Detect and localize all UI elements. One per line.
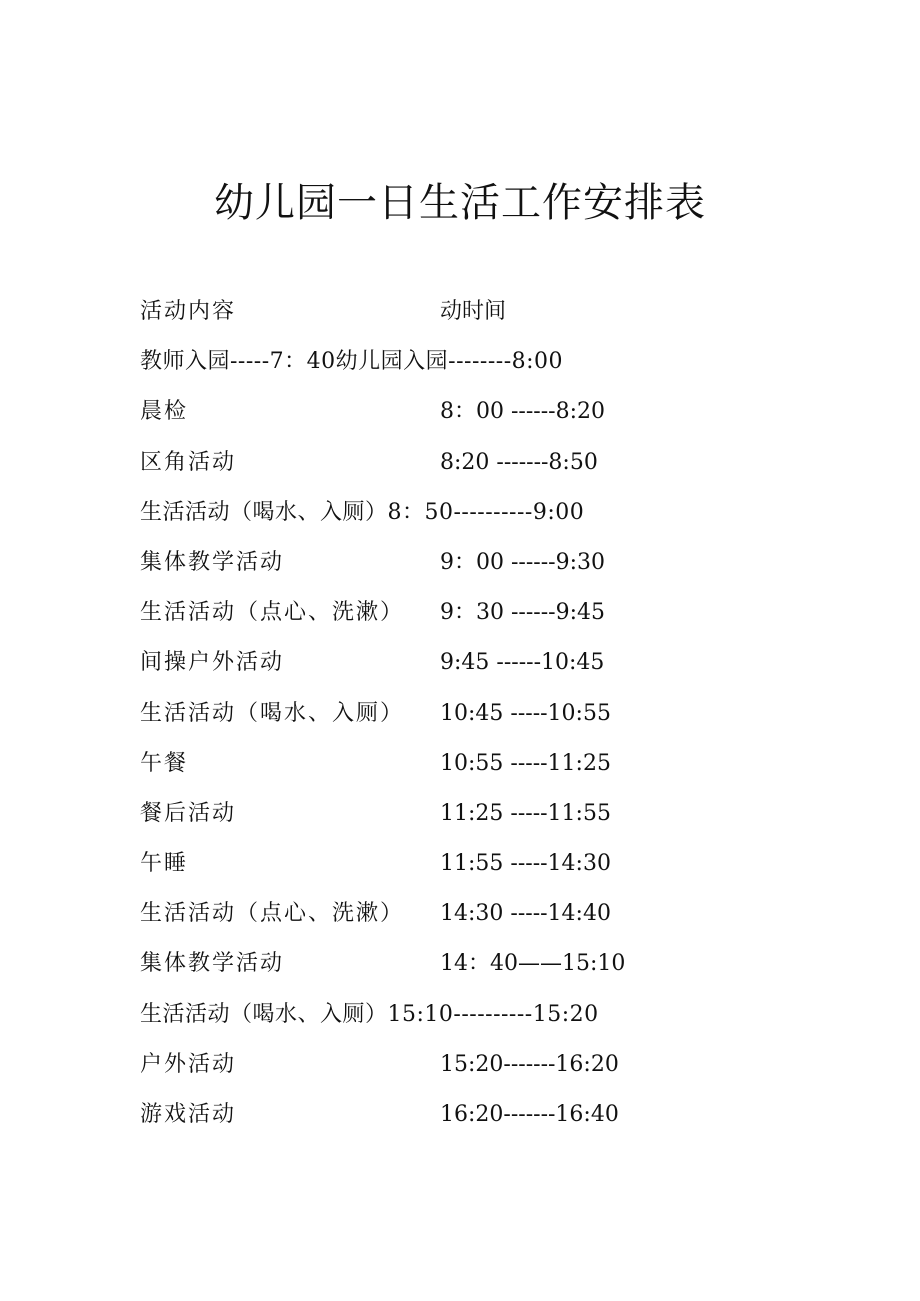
activity-time: 9：00 ------9:30 xyxy=(440,549,605,575)
activity-time: 11:25 -----11:55 xyxy=(440,800,611,826)
activity-name: 午餐 xyxy=(140,750,189,776)
activity-name: 生活活动（点心、洗漱） xyxy=(140,600,405,626)
activity-name: 集体教学活动 xyxy=(140,549,285,575)
page-title: 幼儿园一日生活工作安排表 xyxy=(214,180,706,226)
schedule-row xyxy=(140,496,820,546)
schedule-row xyxy=(140,747,820,797)
activity-time: 14:30 -----14:40 xyxy=(440,901,611,927)
activity-time: 8:20 -------8:50 xyxy=(440,449,598,475)
schedule-row xyxy=(140,998,820,1048)
schedule-row-text: 生活活动（喝水、入厕）15:10----------15:20 xyxy=(140,1001,599,1027)
schedule-row-text: 生活活动（喝水、入厕）8：50----------9:00 xyxy=(140,499,585,525)
schedule-header-row xyxy=(140,295,820,345)
schedule-row xyxy=(140,646,820,696)
schedule-list xyxy=(140,295,820,1148)
schedule-row xyxy=(140,1098,820,1148)
activity-time: 9:45 ------10:45 xyxy=(440,650,605,676)
activity-name: 集体教学活动 xyxy=(140,951,285,977)
schedule-row xyxy=(140,446,820,496)
activity-time: 15:20-------16:20 xyxy=(440,1051,619,1077)
activity-name: 午睡 xyxy=(140,851,189,877)
activity-time: 14：40——15:10 xyxy=(440,951,626,977)
activity-name: 生活活动（点心、洗漱） xyxy=(140,901,405,927)
activity-column-header: 活动内容 xyxy=(140,299,237,324)
activity-time: 10:55 -----11:25 xyxy=(440,750,611,776)
schedule-row xyxy=(140,897,820,947)
activity-time: 8：00 ------8:20 xyxy=(440,399,605,425)
schedule-row xyxy=(140,947,820,997)
schedule-row xyxy=(140,797,820,847)
activity-name: 晨检 xyxy=(140,399,189,425)
activity-time: 16:20-------16:40 xyxy=(440,1102,619,1127)
activity-name: 餐后活动 xyxy=(140,800,237,826)
schedule-row xyxy=(140,697,820,747)
schedule-row-text: 教师入园-----7：40幼儿园入园--------8:00 xyxy=(140,349,564,375)
schedule-row xyxy=(140,395,820,445)
schedule-row xyxy=(140,1048,820,1098)
activity-time: 10:45 -----10:55 xyxy=(440,700,611,726)
schedule-row xyxy=(140,596,820,646)
activity-name: 游戏活动 xyxy=(140,1102,237,1127)
time-column-header: 动时间 xyxy=(440,299,507,324)
activity-name: 户外活动 xyxy=(140,1051,237,1077)
activity-time: 11:55 -----14:30 xyxy=(440,851,611,877)
activity-name: 间操户外活动 xyxy=(140,650,285,676)
activity-name: 生活活动（喝水、入厕） xyxy=(140,700,405,726)
activity-time: 9：30 ------9:45 xyxy=(440,600,605,626)
schedule-row xyxy=(140,345,820,395)
schedule-row xyxy=(140,546,820,596)
activity-name: 区角活动 xyxy=(140,449,237,475)
schedule-row xyxy=(140,847,820,897)
